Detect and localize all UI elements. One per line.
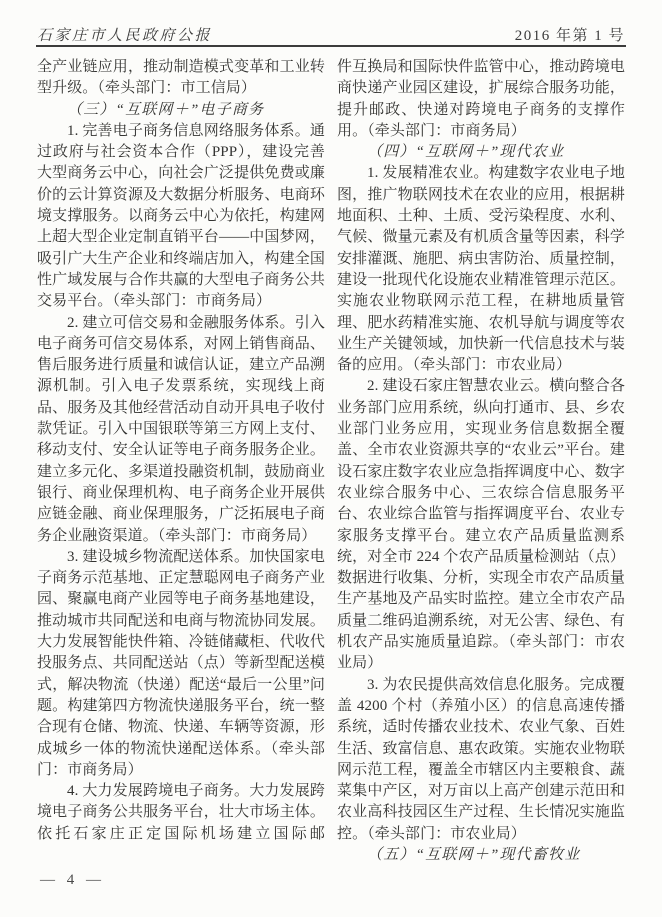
body-paragraph: 3. 为农民提供高效信息化服务。完成覆盖 4200 个村（养殖小区）的信息高速传播系统，适时传播农业技术、农业气象、百姓生活、致富信息、惠农政策。实施农业物联网示范工程，覆盖全市辖区内主要粮食、蔬菜集中产区，对万亩以上高产创建示范田和农业高科技园区生产过程、生长情况实施监控。（牵头部门：市农业局） bbox=[337, 676, 625, 842]
body-paragraph: 2. 建设石家庄智慧农业云。横向整合各业务部门应用系统，纵向打通市、县、乡农业部门业务应用，实现业务信息数据全覆盖、全市农业资源共享的“农业云”平台。建设石家庄数字农业应急指挥调度中心、数字农业综合服务中心、三农综合信息服务平台、农业综合监管与指挥调度平台、农业专家服务支撑平台。建立农产品质量监测系统，对全市 224 个农产品质量检测站（点）数据进行收集、分析，实现全市农产品质量生产基地及产品实时监控。建立全市农产品质量二维码追溯系统，对无公害、绿色、有机农产品实施质量追踪。（牵头部门：市农业局） bbox=[337, 378, 625, 672]
body-paragraph: 件互换局和国际快件监管中心，推动跨境电商快递产业园区建设，扩展综合服务功能，提升邮政、快递对跨境电子商务的支撑作用。（牵头部门：市商务局） bbox=[337, 59, 625, 139]
left-column bbox=[37, 57, 325, 866]
body-paragraph: 1. 发展精准农业。构建数字农业电子地图，推广物联网技术在农业的应用，根据耕地面积、土种、土质、受污染程度、水利、气候、微量元素及有机质含量等因素，科学安排灌溉、施肥、病虫害防治、质量控制，建设一批现代化设施农业精准管理示范区。实施农业物联网示范工程，在耕地质量管理、肥水药精准实施、农机导航与调度等农业生产关键领域，加快新一代信息技术与装备的应用。（牵头部门：市农业局） bbox=[337, 165, 625, 374]
body-paragraph: 2. 建立可信交易和金融服务体系。引入电子商务可信交易体系，对网上销售商品、售后服务进行质量和诚信认证，建立产品溯源机制。引入电子发票系统，实现线上商品、服务及其他经营活动自动开具电子收付款凭证。引入中国银联等第三方网上支付、移动支付、安全认证等电子商务服务企业。建立多元化、多渠道投融资机制，鼓励商业银行、商业保理机构、电子商务企业开展供应链金融、商业保理服务，广泛拓展电子商务企业融资渠道。（牵头部门：市商务局） bbox=[37, 314, 325, 544]
body-paragraph: 1. 完善电子商务信息网络服务体系。通过政府与社会资本合作（PPP），建设完善大型商务云中心，向社会广泛提供免费或廉价的云计算资源及大数据分析服务、电商环境支撑服务。以商务云中心为依托，构建网上超大型企业定制直销平台——中国梦网，吸引广大生产企业和终端店加入，构建全国性广域发展与合作共赢的大型电子商务公共交易平台。（牵头部门：市商务局） bbox=[37, 122, 325, 310]
body-paragraph: 全产业链应用，推动制造模式变革和工业转型升级。（牵头部门：市工信局） bbox=[37, 59, 325, 97]
publication-title: 石家庄市人民政府公报 bbox=[37, 28, 213, 44]
header-rule bbox=[36, 45, 626, 47]
issue-number: 2016 年第 1 号 bbox=[514, 28, 625, 44]
page-header bbox=[37, 24, 625, 45]
page-number: — 4 — bbox=[40, 872, 105, 888]
right-column bbox=[337, 57, 625, 866]
body-paragraph: 3. 建设城乡物流配送体系。加快国家电子商务示范基地、正定慧聪网电子商务产业园、聚赢电商产业园等电子商务基地建设，推动城市共同配送和电商与物流协同发展。大力发展智能快件箱、冷链储藏柜、代收代投服务点、共同配送站（点）等新型配送模式，解决物流（快递）配送“最后一公里”问题。构建第四方物流快递服务平台，统一整合现有仓储、物流、快递、车辆等资源，形成城乡一体的物流快递配送体系。（牵头部门：市商务局） bbox=[37, 548, 325, 778]
section-heading: （四）“互联网＋”现代农业 bbox=[367, 144, 565, 161]
section-heading: （五）“互联网＋”现代畜牧业 bbox=[367, 846, 581, 863]
body-paragraph: 4. 大力发展跨境电子商务。大力发展跨境电子商务公共服务平台，壮大市场主体。依托石家庄正定国际机场建立国际邮 bbox=[37, 783, 325, 842]
document-body bbox=[37, 57, 625, 866]
section-heading: （三）“互联网＋”电子商务 bbox=[67, 101, 265, 118]
